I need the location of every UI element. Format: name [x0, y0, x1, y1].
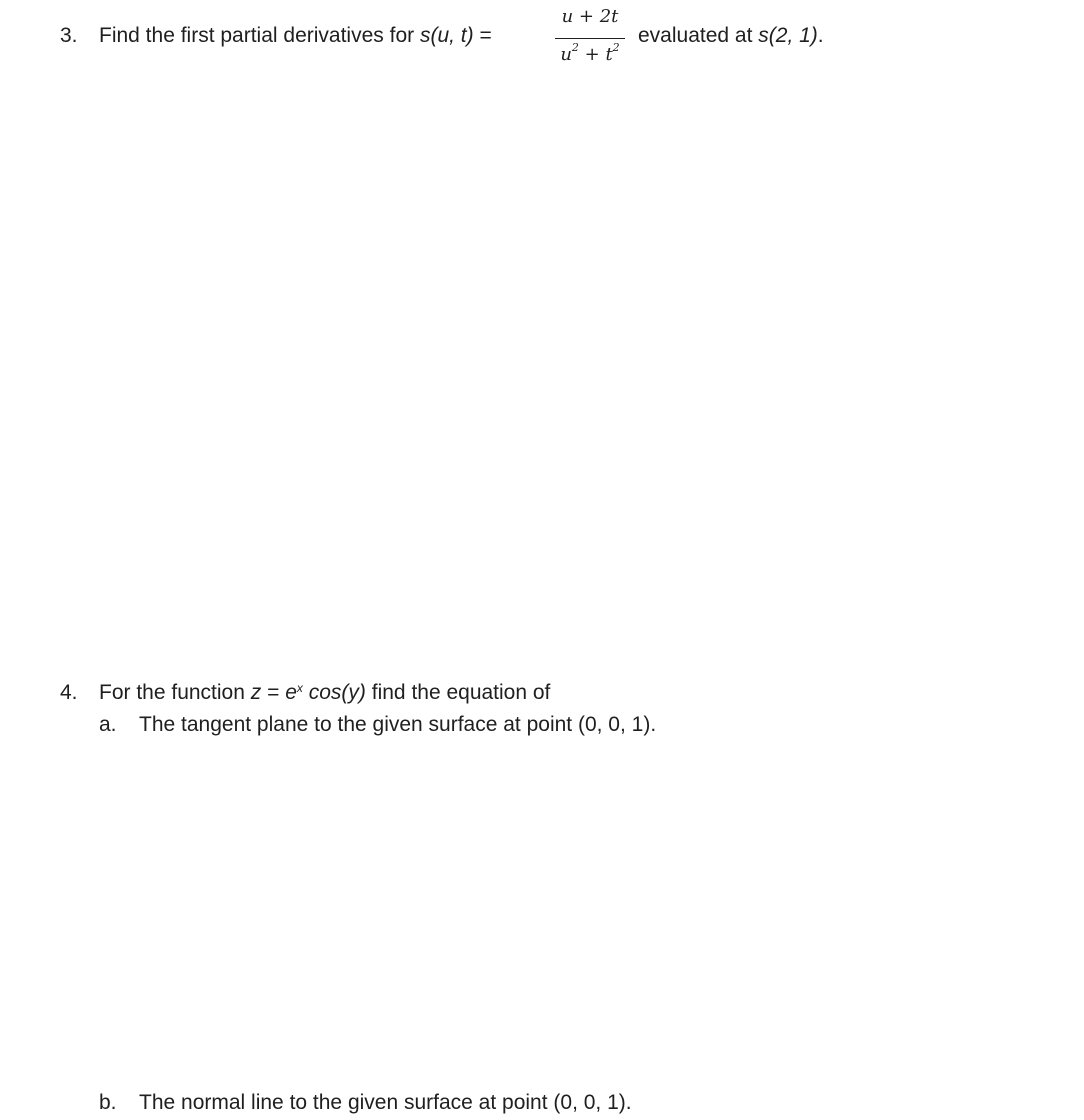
fraction-bar: [555, 38, 625, 39]
part-a-text: The tangent plane to the given surface at point (0, 0, 1).: [139, 713, 657, 736]
part-b-label: b.: [99, 1091, 117, 1114]
fraction: [555, 4, 625, 64]
e-base: e: [285, 681, 297, 704]
fraction-denominator: $u^2 + t^2$: [560, 41, 620, 65]
part-b-text: The normal line to the given surface at point (0, 0, 1).: [139, 1091, 632, 1114]
question-3-number: 3.: [60, 24, 78, 47]
question-3-suffix: evaluated at s(2, 1).: [638, 24, 824, 47]
question-4-number: 4.: [60, 681, 78, 704]
question-4: [60, 682, 78, 703]
equals-sign: =: [479, 24, 492, 47]
evaluated-at-text: evaluated at: [638, 24, 753, 47]
eval-point: s(2, 1): [758, 24, 818, 47]
question-3-prompt: [99, 25, 492, 46]
part-a-label: a.: [99, 713, 117, 736]
cos-term: cos(y): [308, 681, 366, 704]
question-3: [60, 25, 78, 46]
z-variable: z: [250, 681, 262, 704]
fraction-numerator: u + 2t: [561, 6, 619, 27]
question-3-text: Find the first partial derivatives for: [99, 24, 415, 47]
question-4-prompt: For the function $z = e^x$ cos(y) find the equation of: [99, 681, 551, 704]
exponent-x: x: [296, 681, 303, 695]
function-name: s(u, t): [419, 24, 474, 47]
